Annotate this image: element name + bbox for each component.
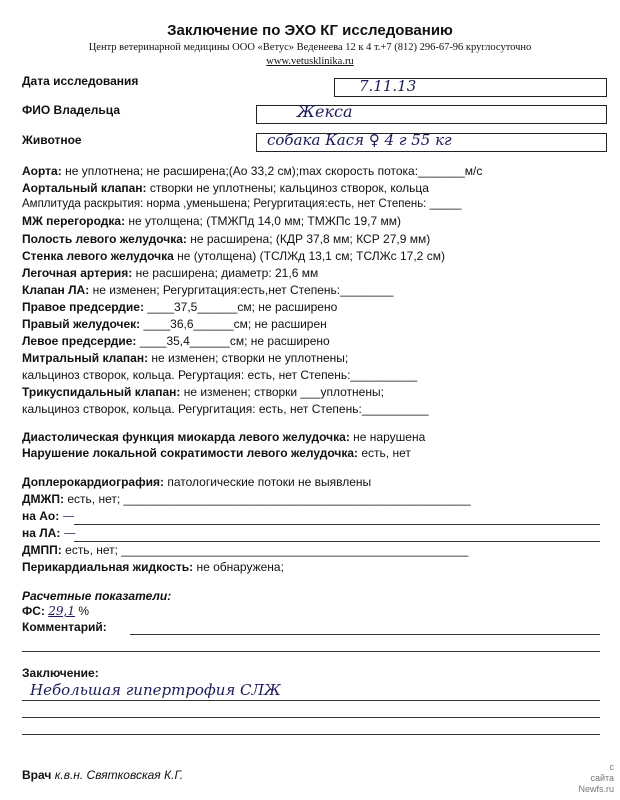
ra-text: ____37,5______см; не расширено bbox=[147, 300, 338, 314]
comment-line-2 bbox=[22, 651, 600, 652]
conclusion-line-2 bbox=[22, 717, 600, 718]
animal-box bbox=[256, 133, 607, 152]
pericard-text: не обнаружена; bbox=[196, 560, 284, 574]
pa-row bbox=[22, 266, 318, 280]
doctor-row bbox=[22, 768, 183, 782]
local-row bbox=[22, 446, 411, 460]
amplitude-row: Амплитуда раскрытия: норма ,уменьшена; Регургитация:есть, нет Степень: _____ bbox=[22, 198, 462, 210]
doctor-name: к.в.н. Святковская К.Г. bbox=[54, 768, 184, 782]
comment-label: Комментарий: bbox=[22, 620, 107, 634]
pericard-row bbox=[22, 560, 284, 574]
fs-row bbox=[22, 604, 89, 618]
fs-value: 29,1 bbox=[48, 604, 75, 618]
la-label: Левое предсердие: bbox=[22, 334, 137, 348]
local-label: Нарушение локальной сократимости левого желудочка: bbox=[22, 446, 359, 460]
date-box bbox=[334, 78, 607, 97]
lv-cavity-row bbox=[22, 232, 430, 246]
doctor-label: Врач bbox=[22, 768, 52, 782]
doppler-text: патологические потоки не выявлены bbox=[167, 475, 372, 489]
rv-row bbox=[22, 317, 327, 331]
clinic-website: www.vetusklinika.ru bbox=[266, 56, 354, 67]
la-row bbox=[22, 334, 330, 348]
aorta-row bbox=[22, 164, 482, 178]
dmpp-label: ДМПП: bbox=[22, 543, 62, 557]
la2-line bbox=[74, 541, 600, 542]
dmzhp-row bbox=[22, 492, 471, 506]
animal-value: собака Кася ♀ 4 г 55 кг bbox=[267, 131, 452, 149]
comment-line-1 bbox=[130, 634, 600, 635]
la-text: ____35,4______см; не расширено bbox=[139, 334, 330, 348]
ivs-label: МЖ перегородка: bbox=[22, 214, 126, 228]
owner-box bbox=[256, 102, 607, 124]
lv-wall-row bbox=[22, 249, 445, 263]
ao-line bbox=[74, 524, 600, 525]
clinic-info: Центр ветеринарной медицины ООО «Ветус» Веденеева 12 к 4 т.+7 (812) 296-67-96 круглосуточно bbox=[88, 42, 532, 53]
mitral-row-2: кальциноз створок, кольца. Регуртация: есть, нет Степень:__________ bbox=[22, 368, 418, 382]
la2-text: — bbox=[63, 526, 76, 540]
la2-label: на ЛА: bbox=[22, 526, 61, 540]
tricuspid-row-2: кальциноз створок, кольца. Регургитация: есть, нет Степень:__________ bbox=[22, 402, 429, 416]
aortic-valve-row bbox=[22, 181, 429, 195]
ra-row bbox=[22, 300, 337, 314]
local-text: есть, нет bbox=[361, 446, 411, 460]
lv-cavity-text: не расширена; (КДР 37,8 мм; КСР 27,9 мм) bbox=[190, 232, 431, 246]
aorta-text: не уплотнена; не расширена;(Ао 33,2 см);max скорость потока:_______м/с bbox=[65, 164, 483, 178]
dmpp-row bbox=[22, 543, 468, 557]
dmzhp-label: ДМЖП: bbox=[22, 492, 65, 506]
ivs-text: не утолщена; (ТМЖПд 14,0 мм; ТМЖПс 19,7 мм) bbox=[128, 214, 401, 228]
aortic-valve-label: Аортальный клапан: bbox=[22, 181, 147, 195]
doppler-row bbox=[22, 475, 371, 489]
la2-row bbox=[22, 526, 76, 540]
calc-label: Расчетные показатели: bbox=[22, 589, 172, 603]
watermark-line-2: сайта bbox=[590, 773, 614, 783]
la-valve-row bbox=[22, 283, 393, 297]
mitral-label: Митральный клапан: bbox=[22, 351, 149, 365]
aortic-valve-text: створки не уплотнены; кальциноз створок, кольца bbox=[149, 181, 429, 195]
la-valve-text: не изменен; Регургитация:есть,нет Степень:________ bbox=[92, 283, 394, 297]
ao-row bbox=[22, 509, 75, 523]
conclusion-line-3 bbox=[22, 734, 600, 735]
fs-unit: % bbox=[78, 604, 89, 618]
diastolic-row bbox=[22, 430, 425, 444]
rv-text: ____36,6______см; не расширен bbox=[143, 317, 327, 331]
dmpp-text: есть, нет; ____________________________________________________ bbox=[65, 543, 469, 557]
conclusion-label: Заключение: bbox=[22, 666, 99, 680]
ao-text: — bbox=[62, 509, 75, 523]
ao-label: на Ао: bbox=[22, 509, 60, 523]
date-label: Дата исследования bbox=[22, 74, 139, 88]
watermark bbox=[578, 762, 614, 795]
pa-label: Легочная артерия: bbox=[22, 266, 133, 280]
pa-text: не расширена; диаметр: 21,6 мм bbox=[135, 266, 319, 280]
la-valve-label: Клапан ЛА: bbox=[22, 283, 90, 297]
watermark-line-1: с bbox=[609, 762, 614, 772]
fs-label: ФС: bbox=[22, 604, 45, 618]
lv-cavity-label: Полость левого желудочка: bbox=[22, 232, 187, 246]
ra-label: Правое предсердие: bbox=[22, 300, 144, 314]
diastolic-text: не нарушена bbox=[353, 430, 426, 444]
diastolic-label: Диастолическая функция миокарда левого желудочка: bbox=[22, 430, 350, 444]
owner-value: Жекса bbox=[297, 102, 353, 121]
tricuspid-row bbox=[22, 385, 384, 399]
owner-label: ФИО Владельца bbox=[22, 103, 120, 117]
watermark-line-3: Newfs.ru bbox=[578, 784, 614, 794]
mitral-text: не изменен; створки не уплотнены; bbox=[151, 351, 349, 365]
ivs-row bbox=[22, 214, 401, 228]
aorta-label: Аорта: bbox=[22, 164, 62, 178]
page-title: Заключение по ЭХО КГ исследованию bbox=[167, 22, 453, 39]
pericard-label: Перикардиальная жидкость: bbox=[22, 560, 194, 574]
conclusion-line-1 bbox=[22, 700, 600, 701]
lv-wall-label: Стенка левого желудочка bbox=[22, 249, 174, 263]
rv-label: Правый желудочек: bbox=[22, 317, 141, 331]
lv-wall-text: не (утолщена) (ТСЛЖд 13,1 см; ТСЛЖс 17,2 см) bbox=[177, 249, 445, 263]
animal-label: Животное bbox=[22, 133, 82, 147]
tricuspid-text: не изменен; створки ___уплотнены; bbox=[183, 385, 384, 399]
dmzhp-text: есть, нет; ____________________________________________________ bbox=[67, 492, 471, 506]
date-value: 7.11.13 bbox=[359, 77, 417, 95]
conclusion-text: Небольшая гипертрофия СЛЖ bbox=[30, 681, 281, 699]
tricuspid-label: Трикуспидальный клапан: bbox=[22, 385, 181, 399]
doppler-label: Доплерокардиография: bbox=[22, 475, 164, 489]
mitral-row bbox=[22, 351, 348, 365]
